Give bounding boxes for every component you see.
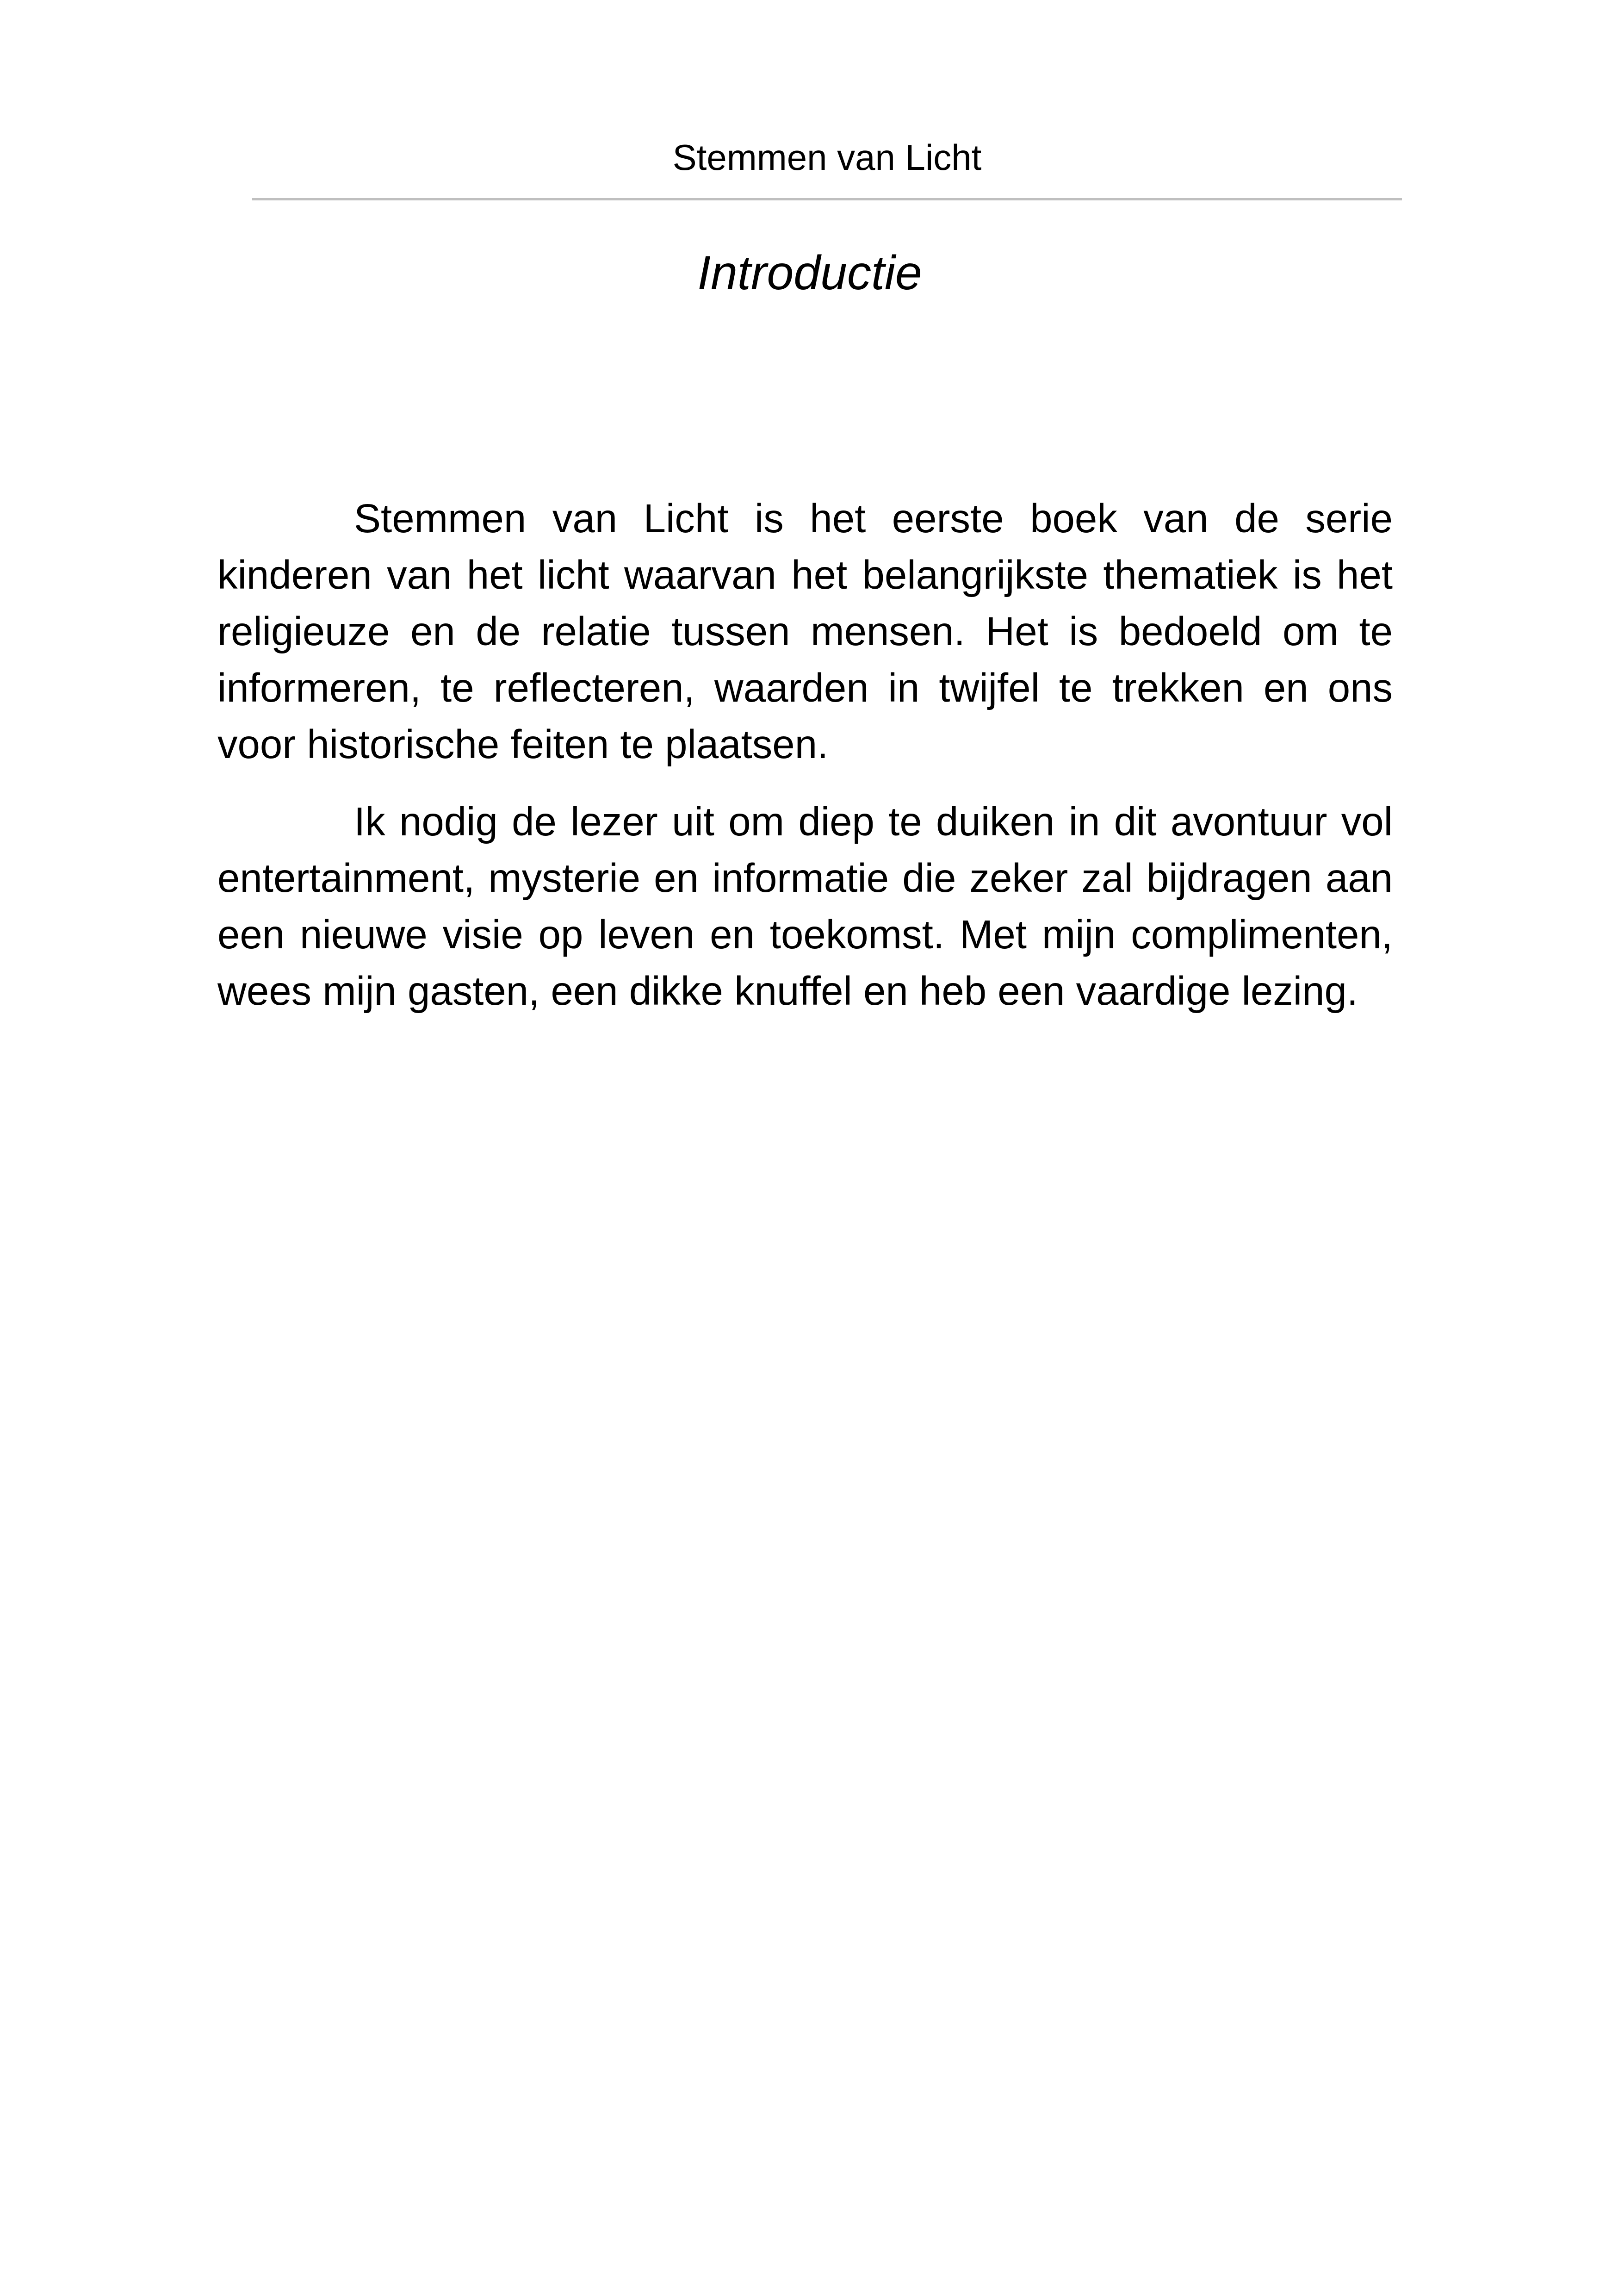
running-header: Stemmen van Licht xyxy=(672,137,982,178)
paragraph: Ik nodig de lezer uit om diep te duiken in dit avontuur vol entertainment, mysterie en informatie die zeker zal bijdragen aan een nieuwe visie op leven en toekomst. Met mijn complimenten, wees mijn gasten, een dikke knuffel en heb een vaardige lezing. xyxy=(217,799,1393,1014)
chapter-title: Introductie xyxy=(697,246,922,300)
paragraph: Stemmen van Licht is het eerste boek van de serie kinderen van het licht waarvan het belangrijkste thematiek is het religieuze en de relatie tussen mensen. Het is bedoeld om te informeren, te reflecteren, waarden in twijfel te trekken en ons voor historische feiten te plaatsen. xyxy=(217,496,1393,767)
body-text xyxy=(217,491,1393,1040)
header-divider xyxy=(252,198,1402,200)
